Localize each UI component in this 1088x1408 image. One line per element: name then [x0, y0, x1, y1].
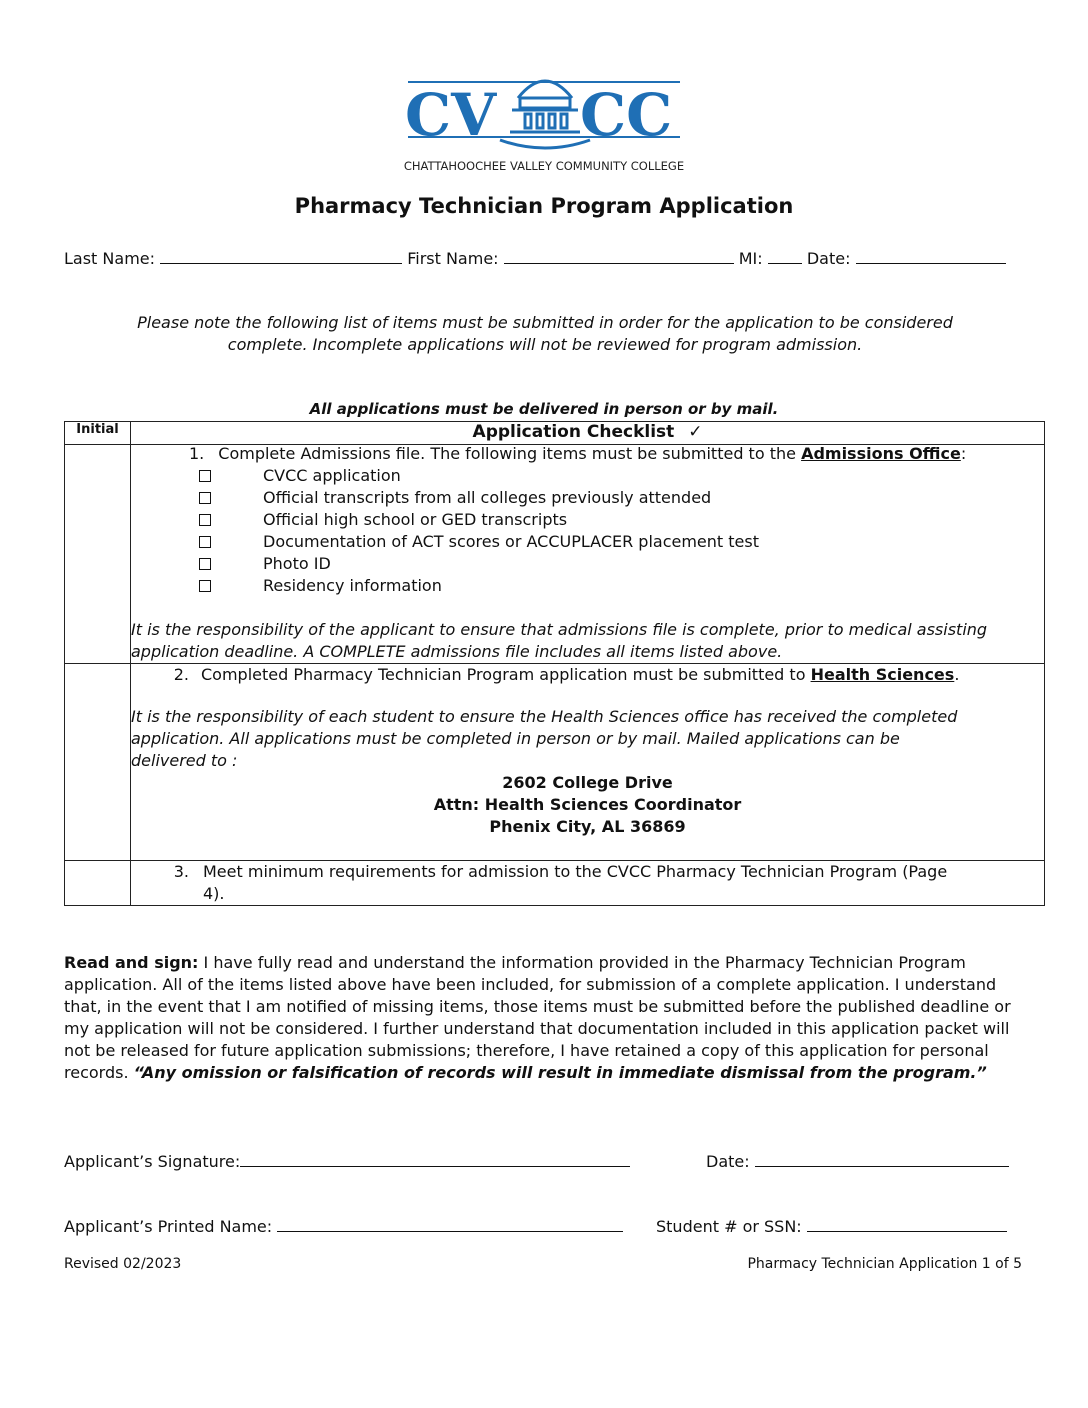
signature-date-label: Date: [706, 1152, 750, 1171]
printed-name-row [64, 1215, 623, 1236]
checklist-row-3 [65, 861, 1045, 906]
checklist-row-2 [65, 664, 1045, 861]
logo-text-left: CV [405, 81, 497, 149]
step-number: 3. [173, 862, 189, 881]
note-line: complete. Incomplete applications will not be reviewed for program admission. [227, 335, 863, 354]
step-text: Meet minimum requirements for admission to the CVCC Pharmacy Technician Program (Page [203, 862, 948, 881]
checkbox-icon[interactable] [199, 470, 211, 482]
logo-graphic [0, 70, 1088, 180]
mi-field[interactable] [768, 247, 802, 264]
initial-cell[interactable] [65, 861, 131, 906]
checklist-title [131, 422, 1045, 445]
step-1-note: It is the responsibility of the applicant to ensure that admissions file is complete, prior to medical assisting application deadline. A COMPLETE admissions file includes all items listed above. [131, 620, 988, 661]
health-sciences-link: Health Sciences [810, 665, 955, 684]
logo-text-right: CC [580, 81, 673, 149]
mi-label: MI: [738, 249, 763, 268]
note-line: Please note the following list of items must be submitted in order for the application to be considered [137, 313, 953, 332]
read-sign-body: I have fully read and understand the information provided in the Pharmacy Technician Program application. All of the items listed above have been included, for submission of a complete application. I understand that, in the event that I am notified of missing items, those items must be submitted before the published deadline or my application will not be considered. I further understand that documentation included in this application packet will not be released for future application submissions; therefore, I have retained a copy of this application for personal records. [64, 953, 1011, 1082]
college-logo [0, 70, 1088, 180]
last-name-label: Last Name: [64, 249, 156, 268]
name-fields-row [64, 247, 1024, 268]
printed-name-label: Applicant’s Printed Name: [64, 1217, 273, 1236]
step-number: 1. [189, 444, 205, 463]
step-text: Completed Pharmacy Technician Program application must be submitted to [201, 665, 806, 684]
page-number: Pharmacy Technician Application 1 of 5 [747, 1256, 1022, 1272]
step-text: Complete Admissions file. The following items must be submitted to the [218, 444, 796, 463]
step-2-note: It is the responsibility of each student to ensure the Health Sciences office has received the completed application. All applications must be completed in person or by mail. Mailed applications can be delivered to : [131, 707, 958, 770]
printed-name-field[interactable] [277, 1215, 623, 1232]
student-id-field[interactable] [807, 1215, 1007, 1232]
admissions-office-link: Admissions Office [801, 444, 961, 463]
checklist-row-1 [65, 445, 1045, 664]
logo-caption: CHATTAHOOCHEE VALLEY COMMUNITY COLLEGE [403, 159, 685, 173]
list-item: Official transcripts from all colleges previously attended [199, 487, 1044, 509]
checklist-title-text: Application Checklist [472, 422, 675, 442]
student-id-row [656, 1215, 1007, 1236]
revision-date: Revised 02/2023 [64, 1256, 182, 1272]
checkmark-icon: ✓ [688, 422, 703, 442]
signature-date-row [706, 1150, 1009, 1171]
list-item: CVCC application [199, 465, 1044, 487]
checkbox-icon[interactable] [199, 492, 211, 504]
checkbox-icon[interactable] [199, 558, 211, 570]
step-number: 2. [173, 665, 189, 684]
last-name-field[interactable] [160, 247, 402, 264]
first-name-field[interactable] [504, 247, 734, 264]
first-name-label: First Name: [407, 249, 499, 268]
read-sign-warning: “Any omission or falsification of records will result in immediate dismissal from the program.” [133, 1063, 987, 1082]
signature-field[interactable] [240, 1150, 630, 1167]
mailing-address: 2602 College Drive Attn: Health Sciences Coordinator Phenix City, AL 36869 [433, 773, 742, 836]
step-1: 1. Complete Admissions file. The following items must be submitted to the Admissions Office: CVCC application Official transcripts from all colleges previously attended Official high school or GED transcripts Documentation of ACT scores or ACCUPLACER placement test Photo ID Residency information It is the responsibility of the applicant to ensure that admissions file is complete, prior to medical assisting application deadline. A COMPLETE admissions file includes all items listed above. [131, 445, 1045, 664]
signature-label: Applicant’s Signature: [64, 1152, 241, 1171]
read-sign-label: Read and sign: [64, 953, 199, 972]
initial-header: Initial [65, 422, 131, 445]
read-and-sign [64, 952, 1026, 1084]
list-item: Residency information [199, 575, 1044, 597]
date-label: Date: [806, 249, 851, 268]
checkbox-icon[interactable] [199, 536, 211, 548]
list-item: Documentation of ACT scores or ACCUPLACER placement test [199, 531, 1044, 553]
checkbox-icon[interactable] [199, 514, 211, 526]
step-3: 3. Meet minimum requirements for admission to the CVCC Pharmacy Technician Program (Page 4). [131, 861, 1045, 906]
signature-date-field[interactable] [755, 1150, 1009, 1167]
student-id-label: Student # or SSN: [656, 1217, 802, 1236]
list-item: Official high school or GED transcripts [199, 509, 1044, 531]
date-field[interactable] [856, 247, 1006, 264]
page-title: Pharmacy Technician Program Application [294, 194, 794, 218]
step-2: 2. Completed Pharmacy Technician Program application must be submitted to Health Sciences. It is the responsibility of each student to ensure the Health Sciences office has received the completed application. All applications must be completed in person or by mail. Mailed applications can be delivered to : 2602 College Drive Attn: Health Sciences Coordinator Phenix City, AL 36869 [131, 664, 1045, 861]
list-item: Photo ID [199, 553, 1044, 575]
initial-cell[interactable] [65, 445, 131, 664]
initial-cell[interactable] [65, 664, 131, 861]
signature-row [64, 1150, 630, 1171]
instructions-note [90, 312, 1000, 356]
delivery-note: All applications must be delivered in person or by mail. [309, 400, 779, 418]
application-checklist [64, 421, 1045, 906]
checklist-header-row [65, 422, 1045, 445]
checkbox-icon[interactable] [199, 580, 211, 592]
